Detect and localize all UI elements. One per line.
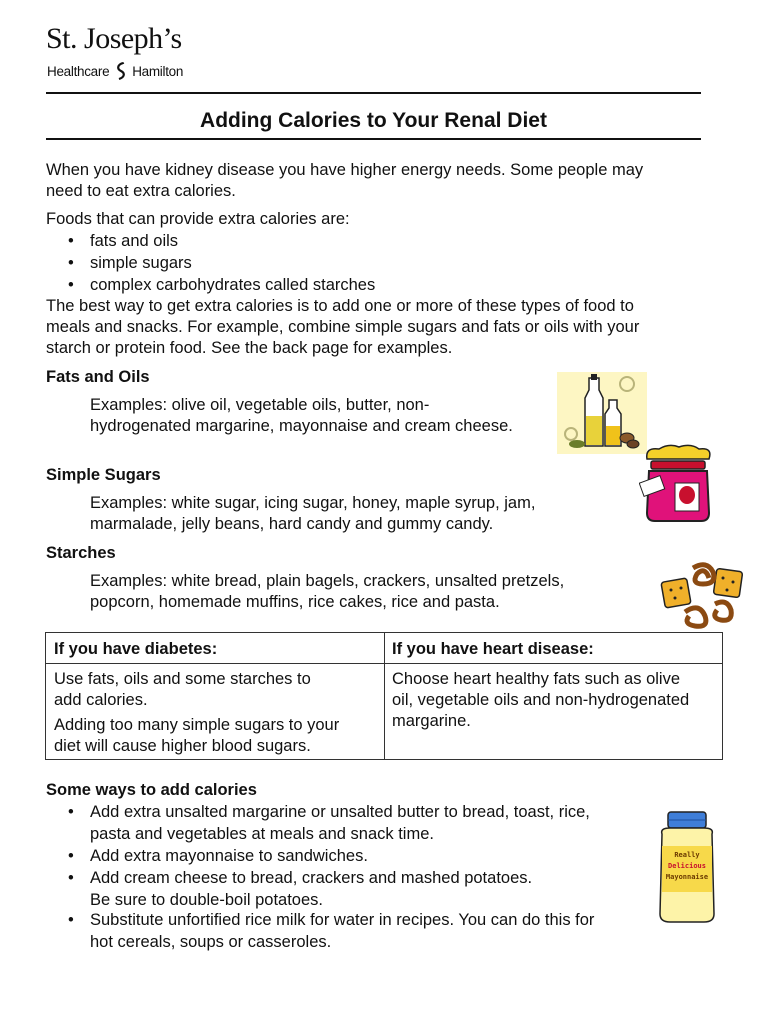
- jar-label-line: Really: [674, 851, 700, 859]
- table-divider-horizontal: [46, 663, 722, 664]
- top-rule: [46, 92, 701, 94]
- logo: [46, 22, 196, 82]
- foods-list-item: [68, 275, 375, 297]
- section-heading-sugars: Simple Sugars: [46, 466, 161, 484]
- oil-bottles-icon: [557, 372, 647, 454]
- intro-line-1: When you have kidney disease you have higher energy needs. Some people may: [46, 161, 644, 179]
- list-item-text: simple sugars: [90, 254, 192, 272]
- jam-jar-icon: [639, 443, 717, 523]
- fats-examples-line-2: hydrogenated margarine, mayonnaise and cream cheese.: [90, 417, 513, 435]
- best-way-line-2: meals and snacks. For example, combine simple sugars and fats or oils with your: [46, 318, 640, 336]
- bullet: •: [68, 232, 74, 250]
- bullet: •: [68, 254, 74, 272]
- bullet: •: [68, 869, 74, 887]
- list-item-continuation: hot cereals, soups or casseroles.: [90, 932, 332, 951]
- table-header-heart: If you have heart disease:: [392, 640, 594, 658]
- ways-list-item: [68, 910, 594, 953]
- section-heading-starches: Starches: [46, 544, 116, 562]
- mayonnaise-jar-icon: [656, 810, 718, 924]
- title-rule: [46, 138, 701, 140]
- ways-list-item: [68, 846, 368, 868]
- table-cell-line: Choose heart healthy fats such as olive: [392, 670, 681, 688]
- mayonnaise-jar-label: [662, 850, 712, 883]
- section-heading-fats: Fats and Oils: [46, 368, 150, 386]
- list-item-text: Add extra mayonnaise to sandwiches.: [90, 847, 368, 865]
- best-way-line-3: starch or protein food. See the back page for examples.: [46, 339, 453, 357]
- bullet: •: [68, 911, 74, 929]
- best-way-line-1: The best way to get extra calories is to add one or more of these types of food to: [46, 297, 634, 315]
- intro-line-2: need to eat extra calories.: [46, 182, 236, 200]
- table-cell-line: diet will cause higher blood sugars.: [54, 737, 311, 755]
- table-header-diabetes: If you have diabetes:: [54, 640, 218, 658]
- table-divider-vertical: [384, 633, 385, 759]
- foods-list-item: [68, 253, 192, 275]
- jar-label-line: Delicious: [668, 862, 706, 870]
- ways-list-item: [68, 802, 590, 845]
- starches-examples-line-2: popcorn, homemade muffins, rice cakes, rice and pasta.: [90, 593, 500, 611]
- list-item-continuation: Be sure to double-boil potatoes.: [90, 890, 323, 909]
- sugars-examples-line-1: Examples: white sugar, icing sugar, honey, maple syrup, jam,: [90, 494, 536, 512]
- logo-sub-right: Hamilton: [132, 64, 184, 79]
- table-cell-line: margarine.: [392, 712, 471, 730]
- logo-name: St. Joseph’s: [46, 22, 182, 55]
- logo-subtitle: [47, 62, 183, 80]
- fats-examples-line-1: Examples: olive oil, vegetable oils, butter, non-: [90, 396, 430, 414]
- page-title: Adding Calories to Your Renal Diet: [200, 109, 547, 132]
- table-cell-line: Adding too many simple sugars to your: [54, 716, 340, 734]
- list-item-text: Add cream cheese to bread, crackers and mashed potatoes.: [90, 869, 533, 887]
- logo-sub-left: Healthcare: [47, 64, 110, 79]
- sugars-examples-line-2: marmalade, jelly beans, hard candy and gummy candy.: [90, 515, 494, 533]
- jar-label-line: Mayonnaise: [665, 873, 709, 881]
- foods-list-item: [68, 231, 178, 253]
- table-cell-line: oil, vegetable oils and non-hydrogenated: [392, 691, 690, 709]
- list-item-text: Substitute unfortified rice milk for water in recipes. You can do this for: [90, 911, 595, 929]
- list-item-text: Add extra unsalted margarine or unsalted butter to bread, toast, rice,: [90, 803, 590, 821]
- ways-list-item: [68, 868, 532, 911]
- list-item-text: complex carbohydrates called starches: [90, 276, 376, 294]
- list-item-text: fats and oils: [90, 232, 179, 250]
- starches-examples-line-1: Examples: white bread, plain bagels, crackers, unsalted pretzels,: [90, 572, 565, 590]
- comparison-table: [45, 632, 723, 760]
- bullet: •: [68, 276, 74, 294]
- bullet: •: [68, 847, 74, 865]
- logo-mark-icon: [115, 62, 127, 80]
- list-item-continuation: pasta and vegetables at meals and snack time.: [90, 824, 434, 843]
- bullet: •: [68, 803, 74, 821]
- foods-intro: Foods that can provide extra calories are:: [46, 210, 350, 228]
- table-cell-line: add calories.: [54, 691, 148, 709]
- table-cell-line: Use fats, oils and some starches to: [54, 670, 311, 688]
- section-heading-ways: Some ways to add calories: [46, 781, 257, 799]
- pretzels-crackers-icon: [655, 560, 747, 630]
